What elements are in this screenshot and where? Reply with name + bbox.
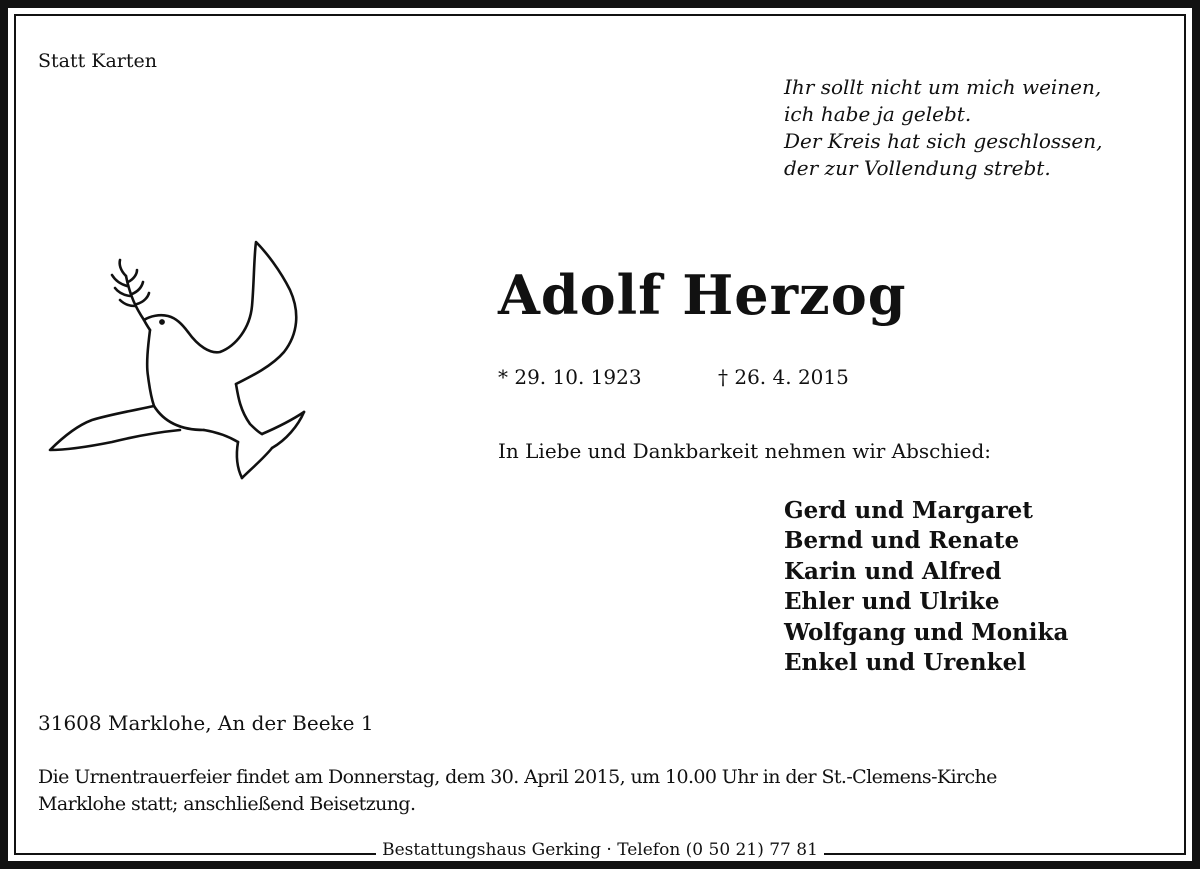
death-date: † 26. 4. 2015 — [718, 365, 849, 389]
list-item: Karin und Alfred — [784, 557, 1002, 585]
list-item: Enkel und Urenkel — [784, 649, 1026, 677]
farewell-text: In Liebe und Dankbarkeit nehmen wir Abschied: — [498, 439, 991, 463]
address: 31608 Marklohe, An der Beeke 1 — [38, 711, 374, 735]
list-item: Ehler und Ulrike — [784, 588, 1000, 616]
poem — [784, 74, 1102, 182]
poem-line: Ihr sollt nicht um mich weinen, — [784, 75, 1102, 99]
poem-line: der zur Vollendung strebt. — [784, 156, 1051, 180]
ceremony-notice — [38, 764, 1198, 818]
ceremony-line: Die Urnentrauerfeier findet am Donnerstag, dem 30. April 2015, um 10.00 Uhr in der St.-Clemens-Kirche — [38, 766, 997, 788]
statt-karten-label: Statt Karten — [38, 50, 158, 72]
footer-label: Bestattungshaus Gerking · Telefon (0 50 21) 77 81 — [376, 840, 824, 860]
birth-date: * 29. 10. 1923 — [498, 365, 642, 389]
mourners-list — [784, 496, 1068, 678]
ceremony-line: Marklohe statt; anschließend Beisetzung. — [38, 793, 416, 815]
footer-funeral-home — [0, 838, 1200, 862]
list-item: Bernd und Renate — [784, 527, 1020, 555]
list-item: Wolfgang und Monika — [784, 618, 1069, 646]
deceased-name: Adolf Herzog — [498, 263, 907, 327]
list-item: Gerd und Margaret — [784, 497, 1033, 524]
dove-with-olive-branch-icon — [40, 236, 320, 486]
poem-line: ich habe ja gelebt. — [784, 102, 972, 126]
poem-line: Der Kreis hat sich geschlossen, — [784, 129, 1103, 153]
